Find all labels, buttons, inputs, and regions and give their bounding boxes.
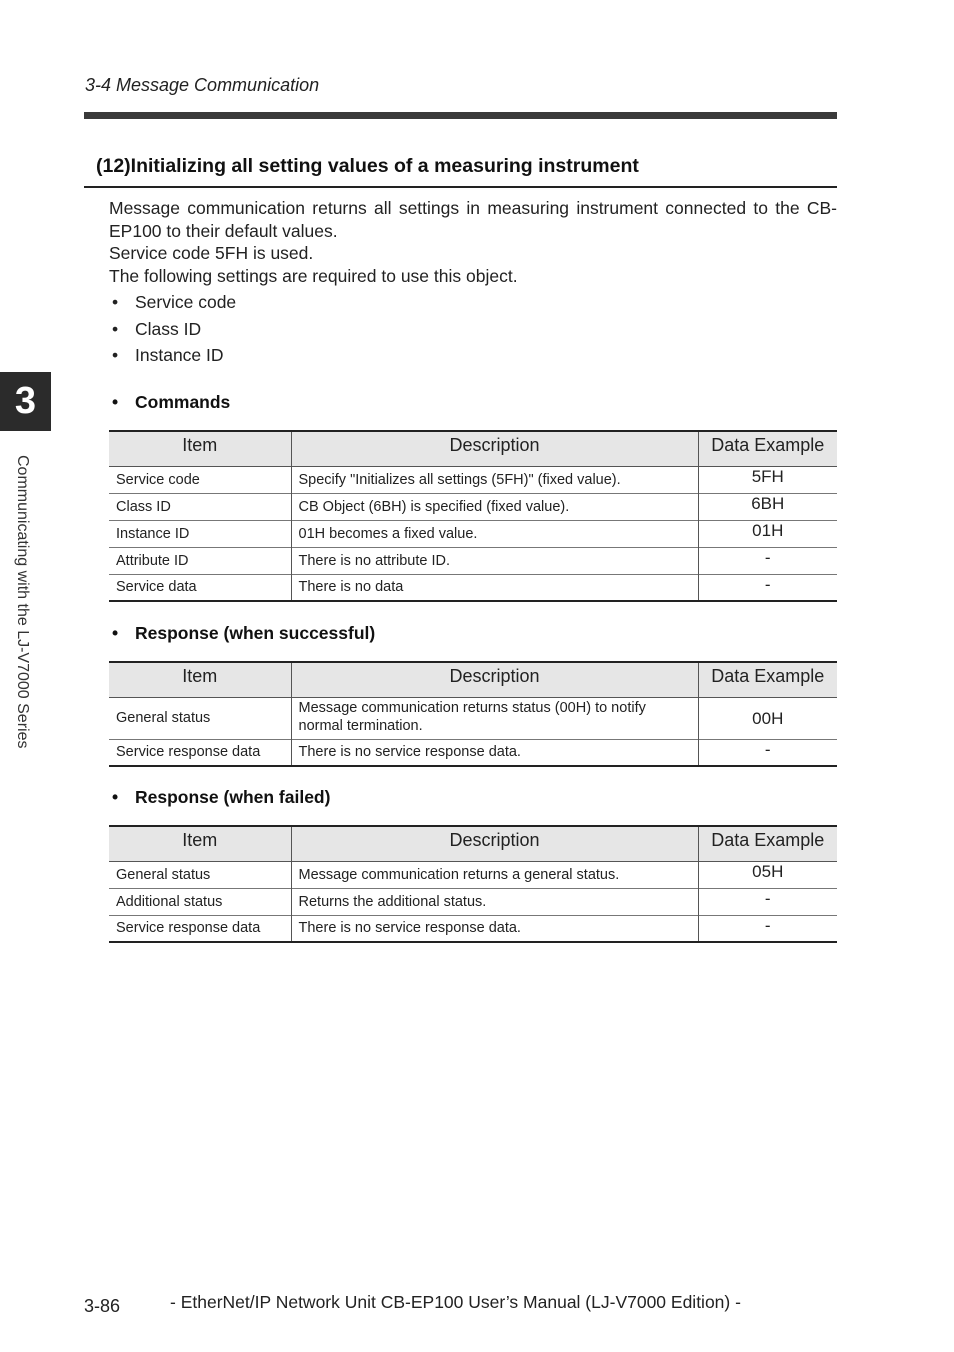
cell-description: There is no data: [291, 574, 698, 601]
cell-example: 05H: [698, 861, 837, 888]
response-success-table: [109, 661, 837, 767]
bullet-icon: •: [112, 318, 119, 339]
table-row: [109, 466, 837, 493]
cell-item: Attribute ID: [109, 547, 291, 574]
cell-description: There is no service response data.: [291, 915, 698, 942]
footer-manual-title: - EtherNet/IP Network Unit CB-EP100 User’s Manual (LJ-V7000 Edition) -: [170, 1292, 741, 1312]
required-settings-list: [109, 289, 236, 369]
intro-paragraph-2: Service code 5FH is used.: [109, 243, 314, 264]
response-success-title: Response (when successful): [135, 623, 376, 643]
header-rule: [84, 112, 837, 119]
cell-description: Specify "Initializes all settings (5FH)" (fixed value).: [291, 466, 698, 493]
bullet-icon: •: [112, 787, 119, 807]
column-header-data-example: Data Example: [698, 662, 837, 697]
cell-example: -: [698, 547, 837, 574]
list-item: [109, 289, 236, 316]
intro-text: [109, 197, 837, 287]
cell-item: Service response data: [109, 915, 291, 942]
cell-description: Message communication returns a general status.: [291, 861, 698, 888]
cell-example: -: [698, 739, 837, 766]
response-failed-title: Response (when failed): [135, 787, 331, 807]
table-row: [109, 888, 837, 915]
list-item-label: Instance ID: [135, 345, 224, 365]
intro-paragraph-1: Message communication returns all settings in measuring instrument connected to the CB-EP100 to their default values.: [109, 198, 837, 241]
table-header-row: [109, 431, 837, 466]
table-row: [109, 493, 837, 520]
column-header-item: Item: [109, 431, 291, 466]
heading-rule: [84, 186, 837, 188]
list-item-label: Class ID: [135, 318, 202, 339]
page-number: 3-86: [84, 1296, 121, 1316]
cell-example: -: [698, 574, 837, 601]
cell-description: There is no attribute ID.: [291, 547, 698, 574]
list-item-label: Service code: [135, 292, 237, 312]
cell-item: Instance ID: [109, 520, 291, 547]
table-header-row: [109, 826, 837, 861]
cell-description: There is no service response data.: [291, 739, 698, 766]
list-item: [109, 316, 236, 343]
table-row: [109, 915, 837, 942]
section-heading: (12)Initializing all setting values of a measuring instrument: [96, 155, 639, 177]
cell-item: General status: [109, 861, 291, 888]
column-header-description: Description: [291, 431, 698, 466]
table-header-row: [109, 662, 837, 697]
cell-item: Service data: [109, 574, 291, 601]
cell-example: 5FH: [698, 466, 837, 493]
bullet-icon: •: [112, 345, 119, 365]
column-header-item: Item: [109, 826, 291, 861]
cell-description: Returns the additional status.: [291, 888, 698, 915]
commands-title: Commands: [135, 392, 231, 412]
commands-heading: [109, 392, 230, 413]
cell-example: 01H: [698, 520, 837, 547]
cell-item: General status: [109, 697, 291, 739]
response-failed-heading: [109, 787, 330, 808]
response-success-heading: [109, 623, 375, 644]
running-header: 3-4 Message Communication: [85, 75, 320, 95]
table-row: [109, 739, 837, 766]
cell-example: 00H: [698, 697, 837, 739]
table-row: [109, 547, 837, 574]
cell-item: Service code: [109, 466, 291, 493]
table-row: [109, 697, 837, 739]
column-header-description: Description: [291, 662, 698, 697]
bullet-icon: •: [112, 292, 119, 312]
column-header-data-example: Data Example: [698, 431, 837, 466]
cell-example: -: [698, 888, 837, 915]
intro-paragraph-3: The following settings are required to use this object.: [109, 265, 518, 286]
table-row: [109, 574, 837, 601]
chapter-tab: 3: [0, 372, 51, 431]
cell-description: CB Object (6BH) is specified (fixed value).: [291, 493, 698, 520]
cell-description: 01H becomes a fixed value.: [291, 520, 698, 547]
table-row: [109, 520, 837, 547]
column-header-data-example: Data Example: [698, 826, 837, 861]
chapter-side-label: Communicating with the LJ-V7000 Series: [14, 455, 31, 749]
list-item: [109, 342, 236, 369]
column-header-item: Item: [109, 662, 291, 697]
column-header-description: Description: [291, 826, 698, 861]
cell-example: 6BH: [698, 493, 837, 520]
commands-table: [109, 430, 837, 602]
cell-description: Message communication returns status (00H) to notify normal termination.: [291, 697, 698, 739]
response-failed-table: [109, 825, 837, 943]
cell-item: Class ID: [109, 493, 291, 520]
bullet-icon: •: [112, 623, 119, 643]
bullet-icon: •: [112, 392, 119, 412]
cell-item: Service response data: [109, 739, 291, 766]
cell-example: -: [698, 915, 837, 942]
table-row: [109, 861, 837, 888]
cell-item: Additional status: [109, 888, 291, 915]
